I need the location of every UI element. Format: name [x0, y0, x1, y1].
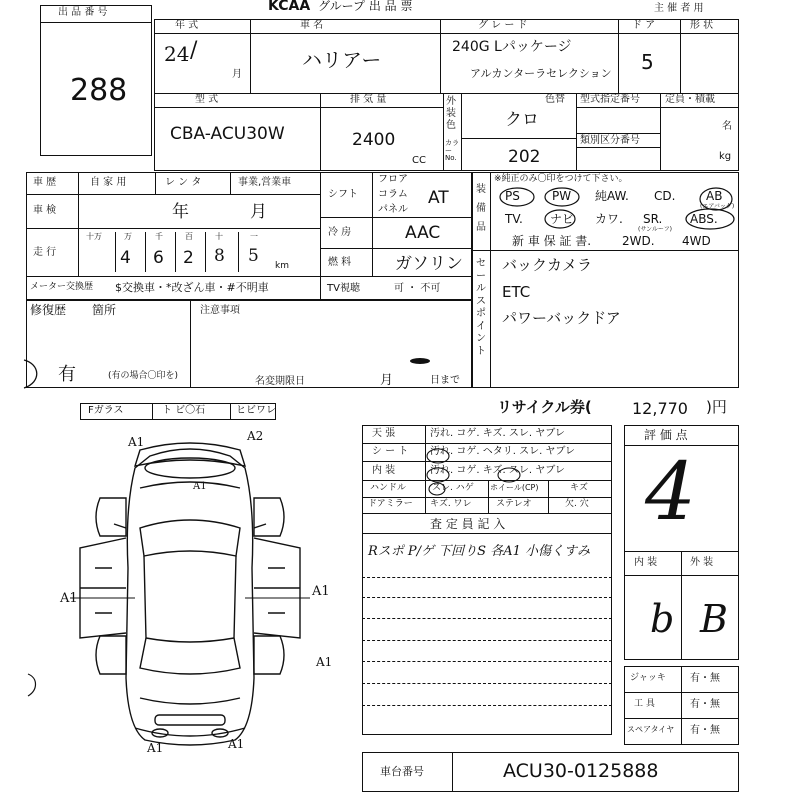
- stereo-label: ステレオ: [496, 499, 532, 509]
- displacement-unit: CC: [412, 155, 426, 166]
- rating-exterior-label: 外 装: [690, 557, 714, 568]
- mileage-digit-10k: 4: [120, 248, 131, 268]
- grade-label: グ レ ー ド: [478, 20, 528, 31]
- mileage-unit: km: [275, 261, 289, 271]
- equip-warranty: 新 車 保 証 書.: [512, 234, 592, 248]
- recycle-unit: )円: [706, 398, 727, 416]
- ac-value: AAC: [405, 223, 441, 243]
- ink-smudge: [405, 355, 435, 367]
- wheel-options: キズ: [570, 483, 588, 493]
- equip-ps: PS: [505, 189, 520, 203]
- shift-option-column: コラム: [378, 189, 408, 200]
- rating-interior-value: b: [650, 597, 675, 641]
- doors-value: 5: [641, 50, 654, 74]
- mileage-digit-1k: 6: [153, 248, 164, 268]
- model-year-label: 年 式: [175, 20, 199, 31]
- lot-label: 出 品 番 号: [58, 7, 108, 18]
- car-name-label: 車 名: [300, 20, 324, 31]
- shift-option-panel: パネル: [378, 204, 408, 215]
- tv-label: TV視聴: [327, 283, 360, 294]
- place-label-1k: 千: [155, 232, 163, 241]
- glass-item-crack: ヒビワレ: [236, 405, 276, 416]
- mark-hood: A1: [193, 481, 207, 492]
- mileage-digit-100: 2: [183, 248, 194, 268]
- tool-spare-label: スペアタイヤ: [627, 725, 675, 734]
- repair-label: 修復歴: [30, 303, 67, 317]
- place-label-10: 十: [215, 232, 223, 241]
- deadline-label: 名変期限日: [255, 376, 305, 387]
- stereo-options: 欠. 穴: [565, 499, 589, 509]
- inspection-label: 車 検: [33, 205, 57, 216]
- equip-sunroof-note: (サンルーフ): [638, 226, 672, 233]
- brand-logo: KCAA: [268, 0, 311, 14]
- recycle-amount: 12,770: [632, 399, 688, 418]
- class-label: 類別区分番号: [580, 135, 640, 146]
- equip-leather: カワ.: [595, 212, 623, 226]
- glass-item-windshield: Fガラス: [88, 405, 124, 416]
- displacement-value: 2400: [352, 130, 396, 150]
- inspector-label: 査 定 員 記 入: [430, 517, 506, 531]
- equip-cd: CD.: [654, 189, 676, 203]
- equip-2wd: 2WD.: [622, 234, 655, 248]
- chassis-label: 車台番号: [380, 765, 424, 778]
- capacity-unit-person: 名: [722, 121, 732, 132]
- recycle-label: リサイクル券(: [497, 398, 592, 416]
- place-label-100: 百: [185, 232, 193, 241]
- equip-abs: ABS.: [690, 212, 718, 226]
- lot-number: 288: [70, 73, 128, 108]
- tv-value: 可 ・ 不可: [394, 283, 441, 294]
- tool-jack-value: 有・無: [690, 673, 720, 684]
- condition-seat-options: 汚れ. コゲ. ヘタリ. スレ. ヤブレ: [430, 446, 576, 457]
- glass-item-chip: ト ビ〇石: [162, 405, 206, 416]
- door-mirror-label: ドアミラー: [368, 499, 413, 509]
- equipment-circle-marks: [472, 172, 739, 252]
- sales-point-2: ETC: [502, 283, 531, 301]
- capacity-label: 定員・積載: [665, 94, 715, 105]
- deadline-day-unit: 日まで: [430, 375, 460, 386]
- mark-left-side: A1: [60, 591, 78, 606]
- mark-rear-right: A1: [228, 737, 245, 751]
- condition-circle-marks: [420, 440, 540, 500]
- mileage-digit-10: 8: [214, 246, 225, 266]
- car-damage-diagram: [40, 428, 340, 768]
- model-code-value: CBA-ACU30W: [170, 124, 285, 144]
- handle-options: スレ. ハゲ: [432, 483, 474, 493]
- inspector-comment: Rスポ P/ゲ 下回りS 各A1 小傷くすみ: [368, 544, 591, 559]
- sales-points-side-label: セールスポイント: [476, 258, 486, 357]
- condition-headliner-options: 汚れ. コゲ. キズ. スレ. ヤブレ: [430, 428, 565, 439]
- meter-label: メーター交換歴: [30, 282, 94, 292]
- place-label-1: 一: [250, 232, 258, 241]
- shift-option-floor: フロア: [378, 174, 408, 185]
- tool-tools-label: 工 具: [634, 699, 655, 709]
- shift-label: シフト: [328, 189, 358, 200]
- fuel-value: ガソリン: [395, 254, 463, 274]
- history-option-private: 自 家 用: [90, 177, 127, 188]
- equip-airbag-note: (エアバッグ): [700, 203, 735, 210]
- color-value: クロ: [505, 110, 539, 130]
- sponsor-label: 主 催 者 用: [654, 3, 704, 14]
- rating-label: 評 価 点: [644, 428, 688, 442]
- mark-right-rear: A1: [316, 655, 333, 669]
- model-year-month-unit: 月: [232, 69, 242, 80]
- condition-seat-label: シ ー ト: [372, 446, 409, 457]
- equip-4wd: 4WD: [682, 234, 711, 248]
- tool-spare-value: 有・無: [690, 725, 720, 736]
- capacity-unit-kg: kg: [719, 151, 732, 162]
- model-year-value: 24: [164, 42, 190, 66]
- mileage-label: 走 行: [33, 247, 57, 258]
- equip-airbag: AB: [706, 189, 723, 203]
- repair-circle-mark: [0, 352, 60, 392]
- shift-value: AT: [428, 188, 449, 208]
- place-label-10k: 万: [124, 232, 132, 241]
- condition-headliner-label: 天 張: [372, 428, 396, 439]
- ac-label: 冷 房: [328, 227, 352, 238]
- auction-sheet: KCAA グループ 出 品 票 主 催 者 用 出 品 番 号 288 年 式 車 名 グ レ ー ド ド ア 形 状 24 / 月 ハリアー 240G Lパッケージ アルカンターラセレクション 5 型 式 排 気 量 色替 型式指定番号 定員・積載 類別区分番号 外装色 カラーNo. CBA-ACU30W 2400 CC クロ 202 名 kg 車 歴 自 家 用 レ ン タ 事業,営業車 車 検 年 月 走 行 十万 万 千 百 十 一 4 6 2 8 5 km メーター交換歴 $交換車・*改ざん車・#不明車 シフト フロア コラム パネル AT 冷 房 AAC 燃 料 ガソリン TV視聴 可 ・ 不可 装 備 品 ※純正のみ〇印をつけて下さい。 PS PW 純AW. CD. AB (エアバッグ) TV. ナビ カワ. SR. (サンルーフ) ABS. 新 車 保 証 書. 2WD. 4WD セールスポイント バックカメラ ETC パワーバックドア 修復歴 箇所 有 (有の場合〇印を) 注意事項 名変期限日 月 日まで Fガラス ト ビ〇石 ヒビワレ A1 A2 A1 A1 A1 A1 A1 A1 リサイクル券( 12,770 )円 天 張 汚れ. コゲ. キズ. スレ. ヤブレ シ ー ト 汚れ. コゲ. ヘタリ. スレ. ヤブレ 内 装 汚れ. コゲ. キズ. スレ. ヤブレ ハンドル スレ. ハゲ ホイール(CP) キズ ドアミラー キズ. ワレ ステレオ 欠. 穴 査 定 員 記 入 Rスポ P/ゲ 下回りS 各A1 小傷くすみ 評 価 点 4 内 装 外 装 b B ジャッキ 有・無 工 具 有・無 スペアタイヤ 有・無 車台番号 ACU30-0125888: [0, 0, 800, 800]
- designation-label: 型式指定番号: [580, 94, 640, 105]
- history-option-business: 事業,営業車: [238, 177, 292, 188]
- mark-front-left: A1: [128, 435, 145, 449]
- equip-pw: PW: [552, 189, 572, 203]
- mark-right-side: A1: [312, 584, 330, 599]
- rating-exterior-value: B: [700, 597, 728, 641]
- condition-interior-label: 内 装: [372, 465, 396, 476]
- doors-label: ド ア: [632, 20, 656, 31]
- chassis-value: ACU30-0125888: [503, 760, 659, 782]
- margin-mark: [20, 670, 50, 700]
- color-code-label: カラーNo.: [445, 139, 459, 163]
- notes-label: 注意事項: [200, 305, 240, 316]
- mark-rear-left: A1: [147, 741, 164, 755]
- rating-score: 4: [645, 445, 696, 538]
- rating-interior-label: 内 装: [634, 557, 658, 568]
- equipment-note: ※純正のみ〇印をつけて下さい。: [494, 174, 628, 184]
- place-label-100k: 十万: [86, 232, 102, 241]
- handle-label: ハンドル: [370, 483, 407, 493]
- body-shape-label: 形 状: [690, 20, 714, 31]
- mileage-digit-1: 5: [248, 246, 259, 266]
- history-option-rental: レ ン タ: [165, 177, 202, 188]
- equipment-side-label: 装 備 品: [476, 184, 486, 233]
- sales-point-3: パワーバックドア: [502, 309, 621, 327]
- car-name-value: ハリアー: [302, 48, 382, 72]
- door-mirror-options: キズ. ワレ: [430, 499, 472, 509]
- color-swap-label: 色替: [545, 94, 565, 105]
- deadline-month-unit: 月: [380, 373, 394, 388]
- history-label: 車 歴: [33, 177, 57, 188]
- mark-front-right: A2: [247, 429, 264, 443]
- repair-value: 有: [58, 364, 76, 385]
- wheel-label: ホイール(CP): [490, 483, 539, 492]
- inspection-month-unit: 月: [250, 202, 267, 222]
- repair-location-label: 箇所: [92, 303, 117, 317]
- grade-line2: アルカンターラセレクション: [470, 67, 612, 80]
- model-code-label: 型 式: [195, 94, 219, 105]
- sales-point-1: バックカメラ: [502, 256, 593, 274]
- equip-alloy-wheel: 純AW.: [595, 189, 629, 203]
- repair-note: (有の場合〇印を): [108, 371, 179, 381]
- meter-options: $交換車・*改ざん車・#不明車: [115, 281, 269, 294]
- equip-navi: ナビ: [550, 212, 575, 226]
- inspection-year-unit: 年: [172, 202, 189, 222]
- equip-sunroof: SR.: [643, 212, 663, 226]
- equip-tv: TV.: [505, 212, 523, 226]
- displacement-label: 排 気 量: [350, 94, 387, 105]
- tool-jack-label: ジャッキ: [630, 673, 666, 683]
- fuel-label: 燃 料: [328, 257, 352, 268]
- sheet-title: グループ 出 品 票: [318, 0, 413, 13]
- color-code-value: 202: [508, 147, 541, 167]
- condition-interior-options: 汚れ. コゲ. キズ. スレ. ヤブレ: [430, 465, 565, 476]
- grade-line1: 240G Lパッケージ: [452, 39, 572, 55]
- exterior-color-label: 外装色: [446, 96, 456, 131]
- tool-tools-value: 有・無: [690, 699, 720, 710]
